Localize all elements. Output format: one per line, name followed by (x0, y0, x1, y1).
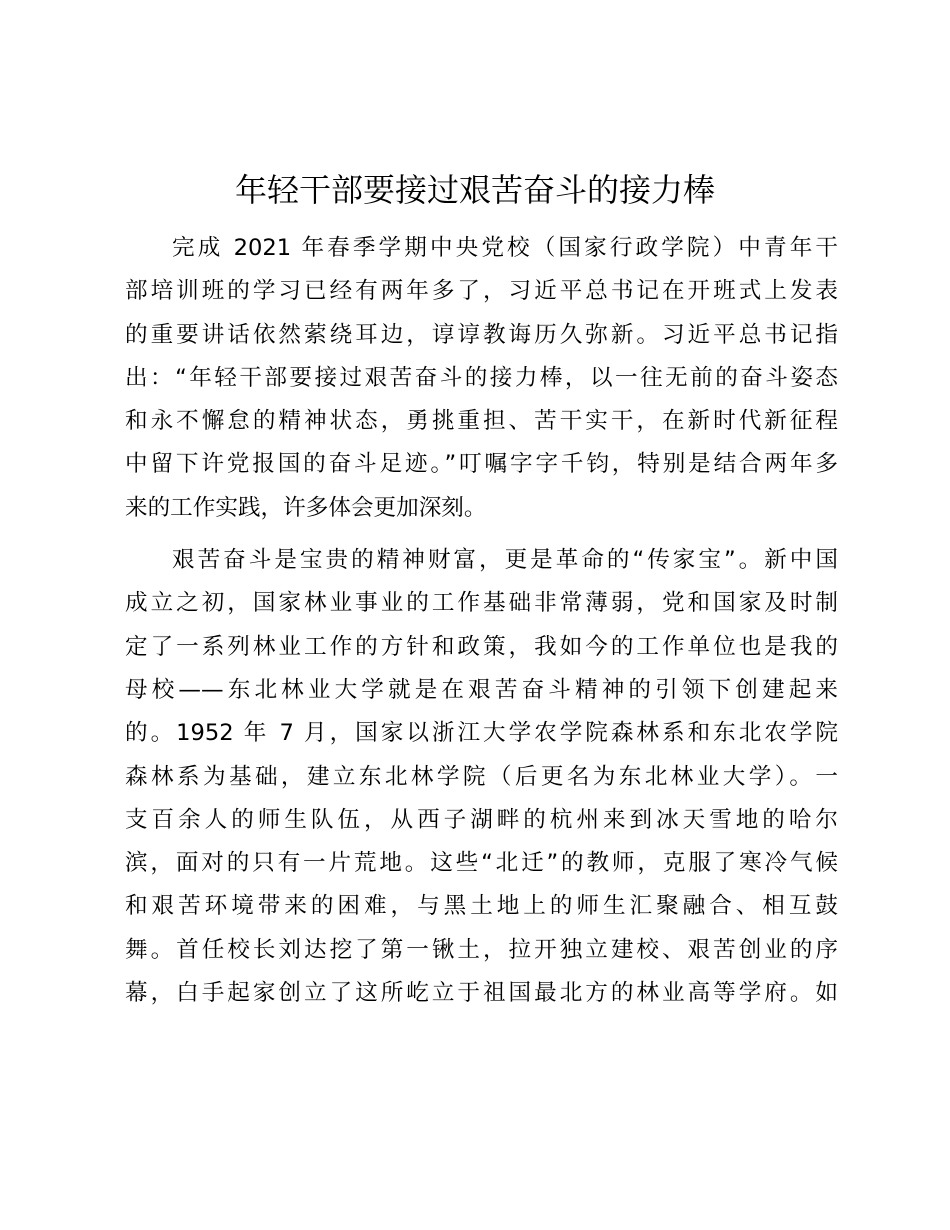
paragraph-line: 的。1952 年 7 月，国家以浙江大学农学院森林系和东北农学院 (125, 720, 838, 747)
paragraph-line: 支百余人的师生队伍，从西子湖畔的杭州来到冰天雪地的哈尔 (125, 806, 838, 833)
paragraph-1 (125, 227, 838, 530)
paragraph-line: 的重要讲话依然萦绕耳边，谆谆教诲历久弥新。习近平总书记指 (125, 321, 838, 348)
paragraph-line: 艰苦奋斗是宝贵的精神财富，更是革命的“传家宝”。新中国 (172, 547, 838, 574)
paragraph-line: 母校——东北林业大学就是在艰苦奋斗精神的引领下创建起来 (125, 676, 838, 703)
paragraph-line: 部培训班的学习已经有两年多了，习近平总书记在开班式上发表 (125, 278, 838, 305)
paragraph-line: 和艰苦环境带来的困难，与黑土地上的师生汇聚融合、相互鼓 (125, 893, 838, 920)
document-body (125, 227, 838, 1015)
paragraph-line: 来的工作实践，许多体会更加深刻。 (125, 494, 487, 521)
paragraph-line: 滨，面对的只有一片荒地。这些“北迁”的教师，克服了寒冷气候 (125, 850, 838, 877)
paragraph-line: 完成 2021 年春季学期中央党校（国家行政学院）中青年干 (172, 235, 838, 261)
paragraph-line: 舞。首任校长刘达挖了第一锹土，拉开独立建校、艰苦创业的序 (125, 936, 838, 963)
document-title: 年轻干部要接过艰苦奋斗的接力棒 (234, 171, 715, 209)
paragraph-line: 中留下许党报国的奋斗足迹。”叮嘱字字千钧，特别是结合两年多 (125, 451, 838, 478)
paragraph-line: 幕，白手起家创立了这所屹立于祖国最北方的林业高等学府。如 (125, 980, 838, 1007)
paragraph-line: 和永不懈怠的精神状态，勇挑重担、苦干实干，在新时代新征程 (125, 408, 838, 435)
paragraph-line: 成立之初，国家林业事业的工作基础非常薄弱，党和国家及时制 (125, 590, 838, 617)
paragraph-line: 定了一系列林业工作的方针和政策，我如今的工作单位也是我的 (125, 633, 838, 660)
paragraph-spacer (125, 530, 838, 539)
paragraph-line: 森林系为基础，建立东北林学院（后更名为东北林业大学）。一 (125, 763, 838, 790)
paragraph-2 (125, 539, 838, 1015)
paragraph-line: 出：“年轻干部要接过艰苦奋斗的接力棒，以一往无前的奋斗姿态 (125, 364, 838, 391)
